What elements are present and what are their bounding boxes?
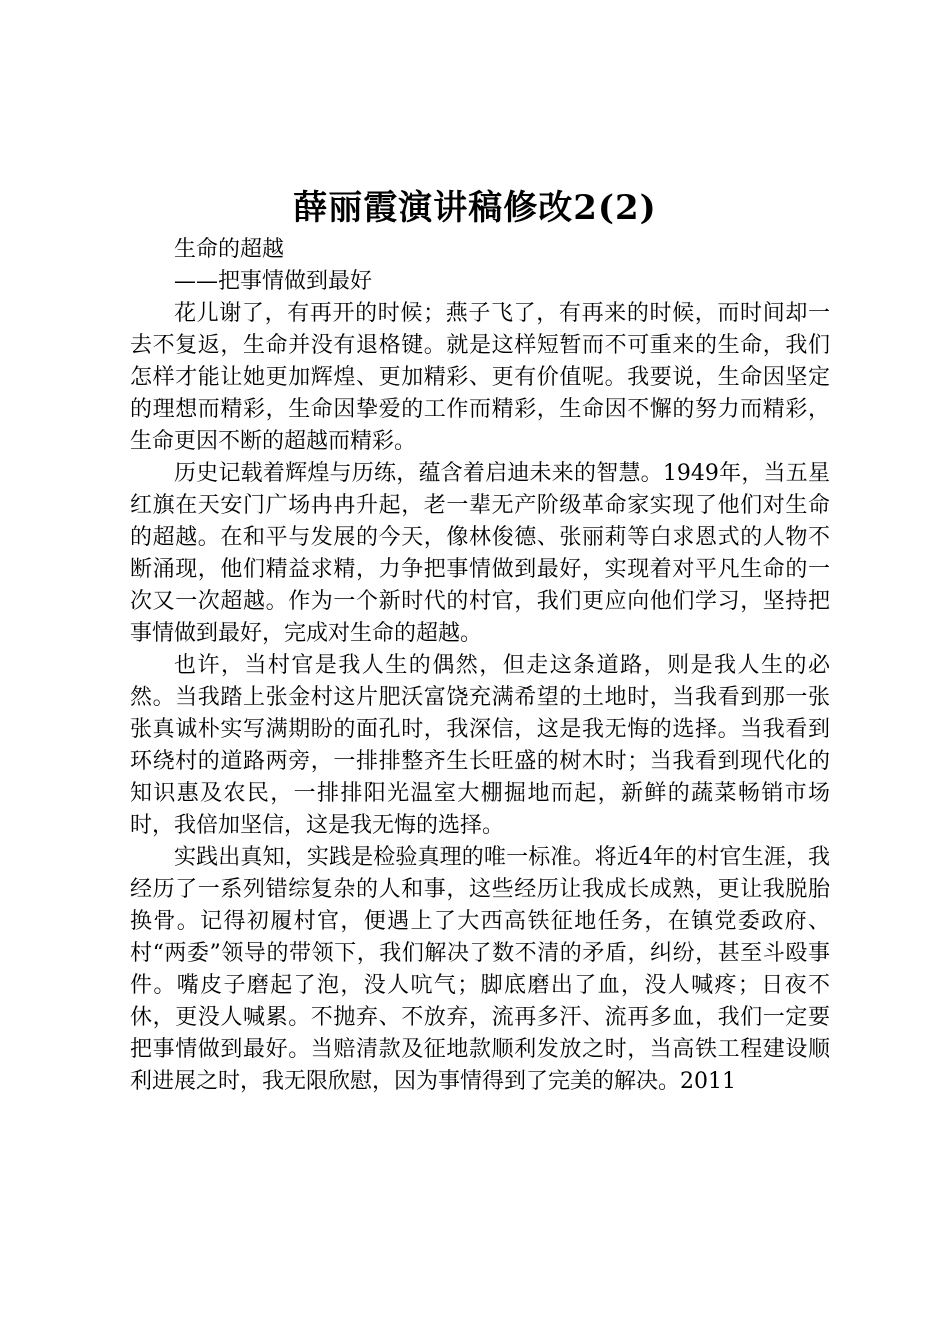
document-body: [130, 234, 830, 1098]
paragraph-4: 实践出真知，实践是检验真理的唯一标准。将近4年的村官生涯，我经历了一系列错综复杂的人和事，这些经历让我成长成熟，更让我脱胎换骨。记得初履村官，便遇上了大西高铁征地任务，在镇党委政府、村“两委”领导的带领下，我们解决了数不清的矛盾，纠纷，甚至斗殴事件。嘴皮子磨起了泡，没人吭气；脚底磨出了血，没人喊疼；日夜不休，更没人喊累。不抛弃、不放弃，流再多汗、流再多血，我们一定要把事情做到最好。当赔清款及征地款顺利发放之时，当高铁工程建设顺利进展之时，我无限欣慰，因为事情得到了完美的解决。2011: [130, 845, 830, 1094]
subtitle-main: 生命的超越: [174, 237, 285, 262]
document-title: 薛丽霞演讲稿修改2(2): [293, 188, 657, 228]
subtitle-sub: ——把事情做到最好: [174, 269, 373, 294]
paragraph-3: 也许，当村官是我人生的偶然，但走这条道路，则是我人生的必然。当我踏上张金村这片肥沃富饶充满希望的土地时，当我看到那一张张真诚朴实写满期盼的面孔时，我深信，这是我无悔的选择。当我看到环绕村的道路两旁，一排排整齐生长旺盛的树木时；当我看到现代化的知识惠及农民，一排排阳光温室大棚掘地而起，新鲜的蔬菜畅销市场时，我倍加坚信，这是我无悔的选择。: [130, 653, 830, 838]
paragraph-2: 历史记载着辉煌与历练，蕴含着启迪未来的智慧。1949年，当五星红旗在天安门广场冉冉升起，老一辈无产阶级革命家实现了他们对生命的超越。在和平与发展的今天，像林俊德、张丽莉等白求恩式的人物不断涌现，他们精益求精，力争把事情做到最好，实现着对平凡生命的一次又一次超越。作为一个新时代的村官，我们更应向他们学习，坚持把事情做到最好，完成对生命的超越。: [130, 461, 830, 646]
paragraph-1: 花儿谢了，有再开的时候；燕子飞了，有再来的时候，而时间却一去不复返，生命并没有退格键。就是这样短暂而不可重来的生命，我们怎样才能让她更加辉煌、更加精彩、更有价值呢。我要说，生命因坚定的理想而精彩，生命因挚爱的工作而精彩，生命因不懈的努力而精彩，生命更因不断的超越而精彩。: [130, 301, 830, 454]
